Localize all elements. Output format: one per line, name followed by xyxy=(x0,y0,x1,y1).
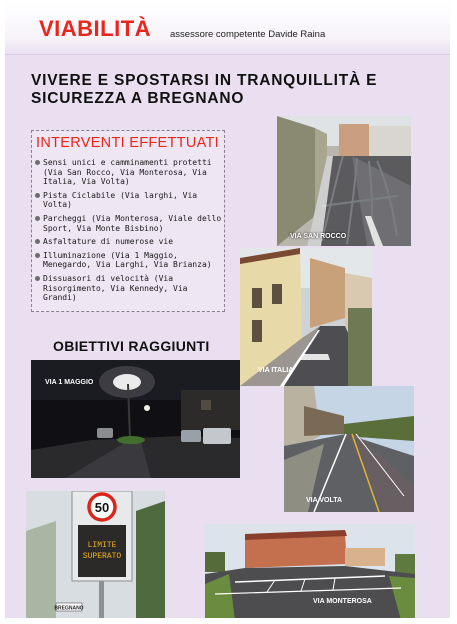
headline xyxy=(31,72,411,108)
photo-via-monterosa xyxy=(205,524,415,620)
street-photo-illustration xyxy=(240,248,372,386)
headline-line-1: VIVERE E SPOSTARSI IN TRANQUILLITÀ E xyxy=(31,72,378,89)
list-item xyxy=(35,214,223,233)
street-photo-illustration xyxy=(31,360,240,478)
list-item xyxy=(35,158,223,187)
bullet-icon xyxy=(35,216,40,221)
interventions-title: INTERVENTI EFFETTUATI xyxy=(36,135,219,151)
interventions-list xyxy=(35,158,223,307)
photo-via-1-maggio xyxy=(31,360,240,478)
photo-via-volta xyxy=(284,386,414,512)
caption-via-volta: VIA VOLTA xyxy=(306,497,343,504)
list-item-text: Parcheggi (Via Monterosa, Viale dello Sport, Via Monte Bisbino) xyxy=(43,213,222,233)
speed-sign-text-1: LIMITE xyxy=(87,541,117,550)
street-photo-illustration xyxy=(284,386,414,512)
list-item xyxy=(35,191,223,210)
assessor-text: assessore competente Davide Raina xyxy=(170,29,326,40)
photo-via-italia xyxy=(240,248,372,386)
street-sign-text: BREGNANO xyxy=(54,605,84,612)
bullet-icon xyxy=(35,160,40,165)
list-item-text: Pista Ciclabile (Via larghi, Via Volta) xyxy=(43,190,198,210)
list-item xyxy=(35,237,223,247)
list-item xyxy=(35,274,223,303)
bullet-icon xyxy=(35,193,40,198)
street-photo-illustration xyxy=(26,491,165,620)
interventions-box xyxy=(31,130,225,312)
caption-via-italia: VIA ITALIA xyxy=(258,367,294,374)
speed-sign-text-2: SUPERATO xyxy=(82,552,122,561)
list-item-text: Illuminazione (Via 1 Maggio, Menegardo, Via Larghi, Via Brianza) xyxy=(43,250,212,270)
street-photo-illustration xyxy=(277,116,411,246)
caption-via-monterosa: VIA MONTEROSA xyxy=(313,598,372,605)
document-page xyxy=(5,2,450,620)
speed-limit-value: 50 xyxy=(94,500,110,515)
goals-title: OBIETTIVI RAGGIUNTI xyxy=(53,338,210,354)
page-bottom-margin xyxy=(0,618,457,624)
caption-via-1-maggio: VIA 1 MAGGIO xyxy=(45,379,94,386)
headline-line-2: SICUREZZA A BREGNANO xyxy=(31,90,245,107)
bullet-icon xyxy=(35,239,40,244)
photo-via-san-rocco xyxy=(277,116,411,246)
bullet-icon xyxy=(35,253,40,258)
street-photo-illustration xyxy=(205,524,415,620)
header-band xyxy=(5,2,450,55)
list-item-text: Sensi unici e camminamenti protetti (Via San Rocco, Via Monterosa, Via Italia, Via Volta) xyxy=(43,158,212,187)
list-item-text: Dissuasori di velocità (Via Risorgimento, Via Kennedy, Via Grandi) xyxy=(43,273,188,303)
list-item-text: Asfaltature di numerose vie xyxy=(43,237,174,247)
photo-speed-sign xyxy=(26,491,165,620)
list-item xyxy=(35,251,223,270)
caption-via-san-rocco: VIA SAN ROCCO xyxy=(290,233,347,240)
section-title: VIABILITÀ xyxy=(39,16,152,41)
bullet-icon xyxy=(35,276,40,281)
